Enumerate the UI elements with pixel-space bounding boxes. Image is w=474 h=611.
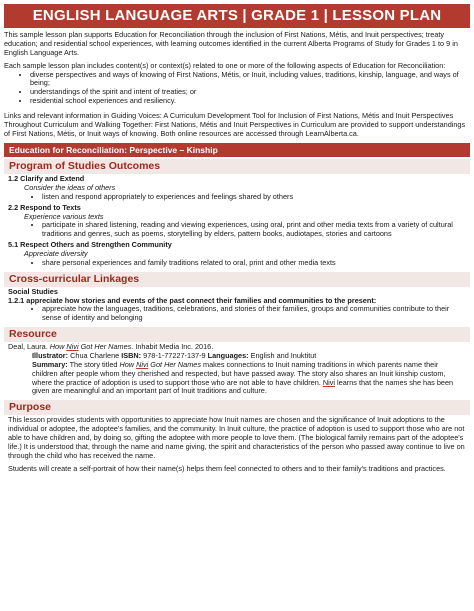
list-item: • share personal experiences and family traditions related to oral, print and other media texts bbox=[42, 259, 470, 268]
purpose-paragraph-1: This lesson provides students with opportunities to appreciate how Inuit names are chosen and the significance of Inuit adoptions to the individual or adoptee, the adoptee's families, and the community. In Inuit culture, the practice of adoption is used to support those who are not able to have children and, by doing so, gifting the adoptee with more people to love them. (The biological family remains part of the adoptee's life.) It is understood that, through the name and name giving, the spirit and characteristics of the person who passed away continue to live on through the child who has received the name. bbox=[8, 415, 465, 460]
page-title: ENGLISH LANGUAGE ARTS | GRADE 1 | LESSON PLAN bbox=[4, 4, 470, 28]
purpose-heading: Purpose bbox=[4, 400, 470, 415]
list-item: • listen and respond appropriately to experiences and feelings shared by others bbox=[42, 193, 470, 202]
illustrator-label: Illustrator: bbox=[32, 350, 69, 360]
aspects-list bbox=[4, 71, 470, 107]
isbn-label: ISBN: bbox=[121, 350, 142, 360]
list-item: • diverse perspectives and ways of knowing of First Nations, Métis, or Inuit, including values, traditions, kinship, language, and ways of being; bbox=[30, 71, 470, 89]
summary-text: makes connections to Inuit naming traditions in which parents name their children after people whom they cherished and respected, but have passed away. The story also shares an Inuit kinship custom, where the practice of adoption is used to support those who are not able to have children. bbox=[32, 359, 446, 387]
summary-text: learns that the names she has been given are meaningful and an important part of Inuit traditions and culture. bbox=[32, 377, 454, 396]
subject-label: Social Studies bbox=[8, 286, 58, 296]
cross-curricular-heading: Cross-curricular Linkages bbox=[4, 272, 470, 287]
intro-paragraph-3: Links and relevant information in Guiding Voices: A Curriculum Development Tool for Inclusion of First Nations, Métis and Inuit Perspectives Throughout Curriculum and Walking Together: First Nations, Métis and Inuit Perspectives in Curriculum are provided to support understandings of First Nations, Métis, or Inuit ways of knowing. Both online resources are accessed through LearnAlberta.ca. bbox=[4, 111, 466, 138]
resource-heading: Resource bbox=[4, 327, 470, 342]
intro-section bbox=[4, 31, 470, 139]
outcome-list bbox=[4, 221, 470, 239]
list-item: • residential school experiences and resiliency. bbox=[30, 97, 470, 106]
citation-title-part: Got Her Names bbox=[78, 342, 132, 352]
resource-summary bbox=[32, 361, 464, 397]
lesson-plan-page bbox=[0, 4, 474, 611]
isbn-value: 978-1-77227-137-9 bbox=[141, 350, 208, 360]
summary-title-part: Nivi bbox=[136, 359, 149, 369]
outcome-list bbox=[4, 259, 470, 268]
outcome-subheading: Appreciate diversity bbox=[24, 249, 88, 259]
program-outcomes-heading: Program of Studies Outcomes bbox=[4, 159, 470, 174]
list-item: • appreciate how the languages, traditions, celebrations, and stories of their families, groups and communities contribute to their sense of identity and belonging bbox=[42, 305, 470, 323]
summary-name: Nivi bbox=[322, 377, 336, 387]
summary-label: Summary: bbox=[32, 359, 68, 369]
list-item: • understandings of the spirit and intent of treaties; or bbox=[30, 88, 470, 97]
perspective-heading: Education for Reconciliation: Perspective – Kinship bbox=[4, 143, 470, 157]
intro-paragraph-2: Each sample lesson plan includes content(s) or context(s) related to one or more of the following aspects of Education for Reconciliation: bbox=[4, 60, 446, 70]
languages-label: Languages: bbox=[207, 350, 249, 360]
summary-title-part: Got Her Names bbox=[148, 359, 201, 369]
intro-paragraph-1: This sample lesson plan supports Education for Reconciliation through the inclusion of First Nations, Métis, and Inuit perspectives; treaty education; and residential school experiences, with learning outcomes identified in the current Alberta Programs of Study for Grades 1 to 9 in English Language Arts. bbox=[4, 30, 458, 57]
citation-publisher: . Inhabit Media Inc. 2016. bbox=[131, 342, 214, 352]
citation-author: Deal, Laura. bbox=[8, 342, 50, 352]
outcome-subheading: Consider the ideas of others bbox=[24, 182, 116, 192]
citation-title-part: How bbox=[49, 342, 67, 352]
summary-text: The story titled bbox=[67, 359, 120, 369]
linkage-list bbox=[4, 305, 470, 323]
purpose-paragraph-2: Students will create a self-portrait of how their name(s) helps them feel connected to others and to their family's traditions and practices. bbox=[8, 463, 446, 473]
illustrator-value: Chua Charlene bbox=[68, 350, 122, 360]
outcome-heading: 5.1 Respect Others and Strengthen Community bbox=[8, 240, 172, 250]
citation-title-part: Nivi bbox=[66, 342, 79, 352]
summary-title-part: How bbox=[119, 359, 137, 369]
list-item: • participate in shared listening, reading and viewing experiences, using oral, print and other media texts from a variety of cultural traditions and genres, such as poems, storytelling by elders, pattern books, audiotapes, stories and cartoons bbox=[42, 221, 470, 239]
linkage-item: 1.2.1 appreciate how stories and events of the past connect their families and communities to the present: bbox=[8, 295, 377, 305]
outcome-subheading: Experience various texts bbox=[24, 211, 104, 221]
cross-curricular-section bbox=[4, 288, 470, 324]
outcome-heading: 2.2 Respond to Texts bbox=[8, 202, 81, 212]
program-outcomes-section bbox=[4, 175, 470, 268]
purpose-section bbox=[4, 416, 470, 473]
outcome-list bbox=[4, 193, 470, 202]
languages-value: English and Inuktitut bbox=[248, 350, 317, 360]
outcome-heading: 1.2 Clarify and Extend bbox=[8, 173, 85, 183]
resource-section bbox=[4, 343, 470, 396]
